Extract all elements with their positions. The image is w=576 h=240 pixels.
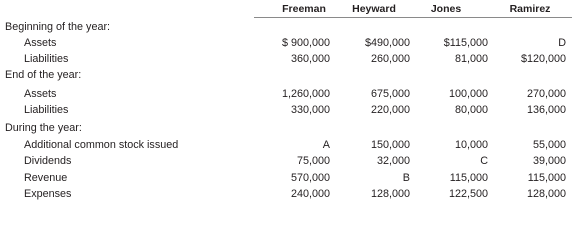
cell-jones: 115,000	[449, 172, 488, 184]
row-label: Liabilities	[24, 104, 69, 116]
column-header-heyward: Heyward	[352, 3, 396, 15]
table-row	[0, 153, 576, 169]
row-label: Additional common stock issued	[24, 139, 179, 151]
cell-ramirez: 136,000	[526, 104, 566, 116]
section-label: During the year:	[5, 122, 82, 134]
section-heading-row	[0, 67, 576, 83]
cell-ramirez: 55,000	[532, 139, 566, 151]
cell-freeman: A	[322, 139, 330, 151]
table-row	[0, 51, 576, 67]
cell-freeman: 240,000	[290, 188, 330, 200]
table-header	[0, 0, 576, 18]
cell-heyward: 128,000	[370, 188, 410, 200]
row-label: Liabilities	[24, 53, 69, 65]
cell-heyward: 675,000	[370, 88, 410, 100]
section-heading-row	[0, 19, 576, 35]
cell-ramirez: D	[558, 37, 566, 49]
cell-jones: 100,000	[448, 88, 488, 100]
cell-ramirez: $120,000	[520, 53, 566, 65]
cell-ramirez: 115,000	[527, 172, 566, 184]
table-row	[0, 186, 576, 202]
cell-freeman: 75,000	[296, 155, 330, 167]
cell-freeman: 360,000	[290, 53, 330, 65]
cell-heyward: 220,000	[370, 104, 410, 116]
cell-freeman: $ 900,000	[281, 37, 330, 49]
cell-jones: C	[480, 155, 488, 167]
row-label: Revenue	[24, 172, 68, 184]
cell-jones: 122,500	[448, 188, 488, 200]
column-header-ramirez: Ramirez	[509, 3, 551, 15]
header-rule	[254, 17, 572, 18]
row-label: Expenses	[24, 188, 72, 200]
cell-ramirez: 39,000	[532, 155, 566, 167]
table-row	[0, 102, 576, 118]
cell-freeman: 570,000	[290, 172, 330, 184]
table-row	[0, 35, 576, 51]
row-label: Assets	[24, 37, 57, 49]
section-label: End of the year:	[5, 69, 82, 81]
cell-ramirez: 128,000	[526, 188, 566, 200]
cell-heyward: $490,000	[364, 37, 410, 49]
cell-heyward: 150,000	[370, 139, 410, 151]
cell-jones: $115,000	[443, 37, 488, 49]
table-row	[0, 137, 576, 153]
section-heading-row	[0, 120, 576, 136]
cell-heyward: 260,000	[370, 53, 410, 65]
cell-jones: 81,000	[454, 53, 488, 65]
column-header-freeman: Freeman	[282, 3, 326, 15]
cell-ramirez: 270,000	[526, 88, 566, 100]
column-header-jones: Jones	[430, 3, 462, 15]
cell-freeman: 330,000	[290, 104, 330, 116]
table-row	[0, 170, 576, 186]
cell-jones: 10,000	[454, 139, 488, 151]
cell-heyward: 32,000	[376, 155, 410, 167]
cell-jones: 80,000	[454, 104, 488, 116]
cell-freeman: 1,260,000	[281, 88, 330, 100]
section-label: Beginning of the year:	[5, 21, 111, 33]
row-label: Assets	[24, 88, 57, 100]
row-label: Dividends	[24, 155, 72, 167]
table-row	[0, 86, 576, 102]
cell-heyward: B	[402, 172, 410, 184]
